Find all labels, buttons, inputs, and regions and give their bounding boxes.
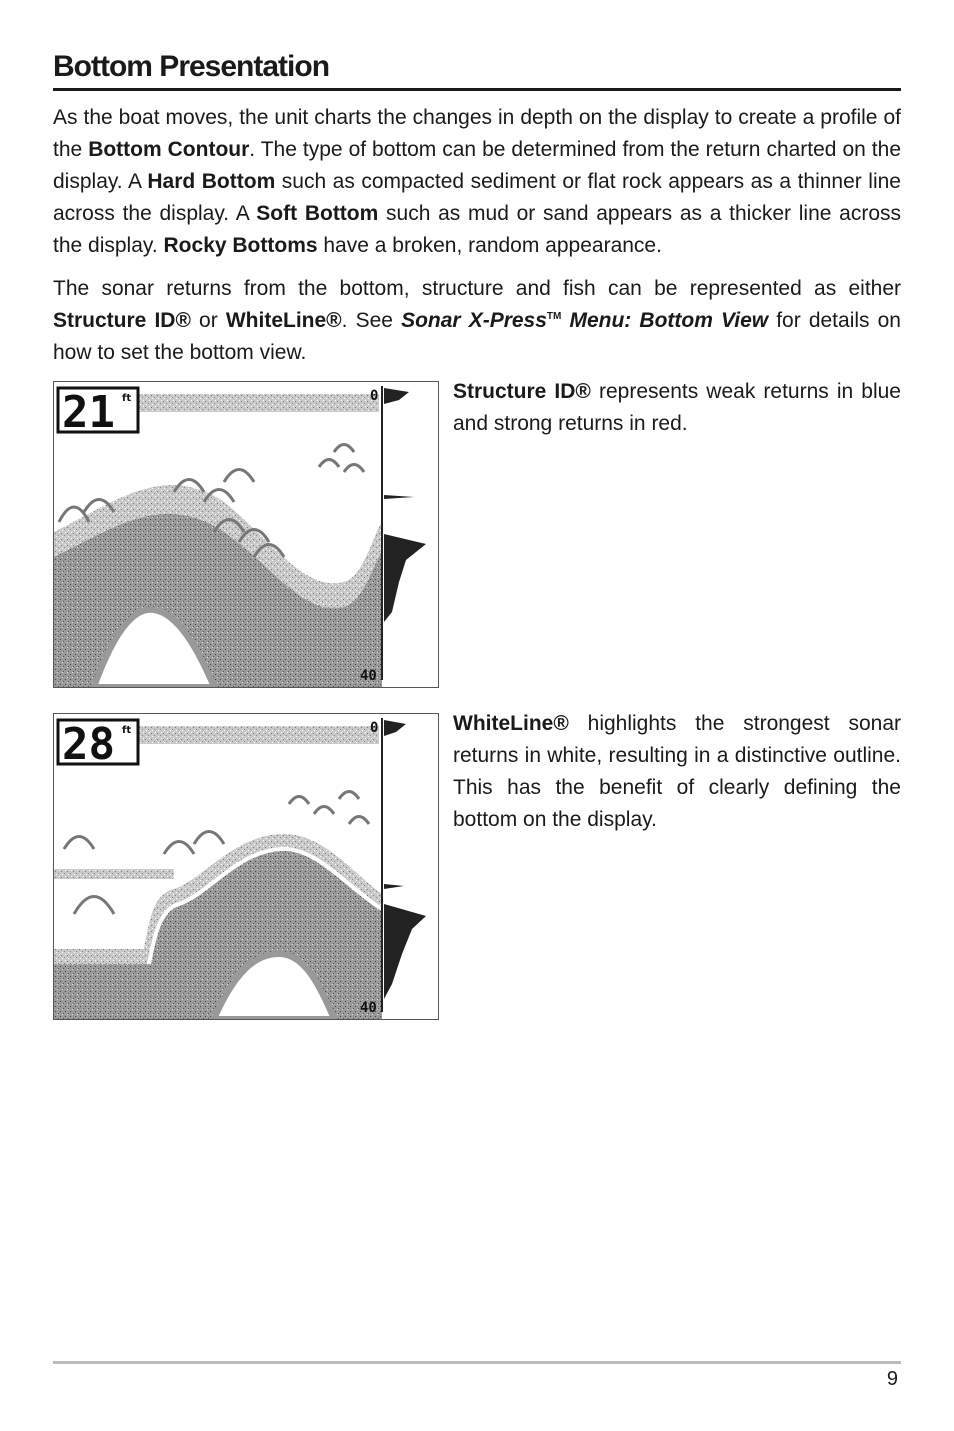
term-bottom-contour: Bottom Contour: [88, 138, 250, 161]
term-structure-id: Structure ID®: [53, 309, 191, 332]
page-number: 9: [886, 1368, 898, 1390]
term-whiteline: WhiteLine®: [453, 712, 569, 735]
depth-readout: 21: [62, 387, 115, 438]
scale-top-label: 0: [370, 720, 379, 736]
term-soft-bottom: Soft Bottom: [256, 202, 379, 225]
intro-text: have a broken, random appearance.: [317, 234, 662, 257]
views-text: or: [190, 309, 226, 332]
intro-text: As the boat moves, the unit charts the changes in depth on the display to create a profile of the: [53, 106, 901, 161]
term-hard-bottom: Hard Bottom: [147, 170, 276, 193]
footer-rule: [53, 1361, 901, 1364]
menu-ref-sonar-xpress: Sonar X-Press: [401, 309, 547, 332]
structure-id-description: [453, 376, 901, 440]
depth-readout: 28: [62, 719, 115, 770]
structure-id-sonar-image: [53, 381, 439, 688]
views-text: . See: [341, 309, 402, 332]
depth-unit: ft: [122, 393, 132, 404]
structure-id-text: represents weak returns in blue and strong returns in red.: [453, 380, 901, 435]
intro-text: such as mud or sand appears as a thicker line across the display.: [53, 202, 902, 257]
term-structure-id: Structure ID®: [453, 380, 591, 403]
scale-bottom-label: 40: [360, 1000, 377, 1016]
scale-top-label: 0: [370, 388, 379, 404]
page-heading: Bottom Presentation: [53, 48, 901, 91]
whiteline-sonar-image: [53, 713, 439, 1020]
intro-text: . The type of bottom can be determined from the return charted on the display. A: [53, 138, 901, 193]
depth-unit: ft: [122, 725, 132, 736]
scale-bottom-label: 40: [360, 668, 377, 684]
whiteline-description: [453, 708, 901, 836]
term-rocky-bottoms: Rocky Bottoms: [163, 234, 318, 257]
views-text: The sonar returns from the bottom, structure and fish can be represented as either: [53, 277, 901, 300]
views-text: for details on how to set the bottom view.: [53, 309, 901, 364]
menu-ref-bottom-view: Menu: Bottom View: [561, 309, 769, 332]
intro-paragraph: [53, 102, 901, 262]
whiteline-text: highlights the strongest sonar returns in white, resulting in a distinctive outline. This has the benefit of clearly defining the bottom on the display.: [453, 712, 901, 831]
views-paragraph: [53, 273, 901, 369]
intro-text: such as compacted sediment or flat rock appears as a thinner line across the display. A: [53, 170, 901, 225]
term-whiteline: WhiteLine®: [225, 309, 342, 332]
trademark-sup: TM: [546, 311, 562, 322]
